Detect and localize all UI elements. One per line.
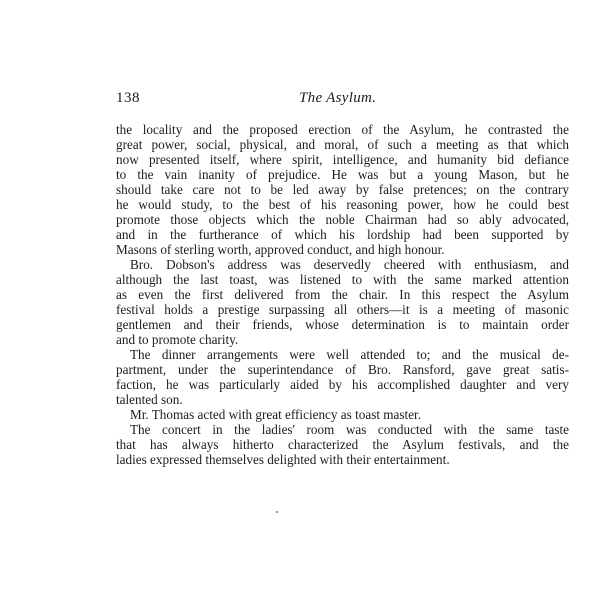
paragraph-end-line: Masons of sterling worth, approved conduct, and high honour. — [116, 242, 445, 257]
text-line: although the last toast, was listened to with the same marked attention — [116, 272, 569, 287]
text-line: gentlemen and their friends, whose determination is to maintain order — [116, 317, 569, 332]
paragraph-end-line: Mr. Thomas acted with great efficiency as toast master. — [130, 407, 422, 422]
text-line: now presented itself, where spirit, intelligence, and humanity bid defiance — [116, 152, 569, 167]
text-line: promote those objects which the noble Chairman had so ably advocated, — [116, 212, 569, 227]
page-number: 138 — [116, 90, 140, 106]
text-line: festival holds a prestige surpassing all others—it is a meeting of masonic — [116, 302, 569, 317]
text-line: partment, under the superintendance of Bro. Ransford, gave great satis- — [116, 362, 569, 377]
paragraph-end-line: ladies expressed themselves delighted with their entertainment. — [116, 452, 450, 467]
text-line: should take care not to be led away by false pretences; on the contrary — [116, 182, 569, 197]
text-line: and in the furtherance of which his lordship had been supported by — [116, 227, 569, 242]
text-line: The concert in the ladies' room was conducted with the same taste — [130, 422, 569, 437]
text-line: to the vain inanity of prejudice. He was but a young Mason, but he — [116, 167, 569, 182]
text-line: The dinner arrangements were well attended to; and the musical de- — [130, 347, 569, 362]
text-line: the locality and the proposed erection of the Asylum, he contrasted the — [116, 122, 569, 137]
text-line: great power, social, physical, and moral, of such a meeting as that which — [116, 137, 569, 152]
paragraph-end-line: talented son. — [116, 392, 183, 407]
text-line: he would study, to the best of his reasoning power, how he could best — [116, 197, 569, 212]
text-line: faction, he was particularly aided by his accomplished daughter and very — [116, 377, 569, 392]
running-head — [116, 90, 562, 108]
text-line: Bro. Dobson's address was deservedly cheered with enthusiasm, and — [130, 257, 569, 272]
body-text — [116, 122, 569, 467]
paragraph-end-line: and to promote charity. — [116, 332, 239, 347]
text-line: as even the first delivered from the chair. In this respect the Asylum — [116, 287, 569, 302]
running-title: The Asylum. — [299, 90, 377, 106]
paper-speck — [276, 511, 278, 513]
text-line: that has always hitherto characterized the Asylum festivals, and the — [116, 437, 569, 452]
